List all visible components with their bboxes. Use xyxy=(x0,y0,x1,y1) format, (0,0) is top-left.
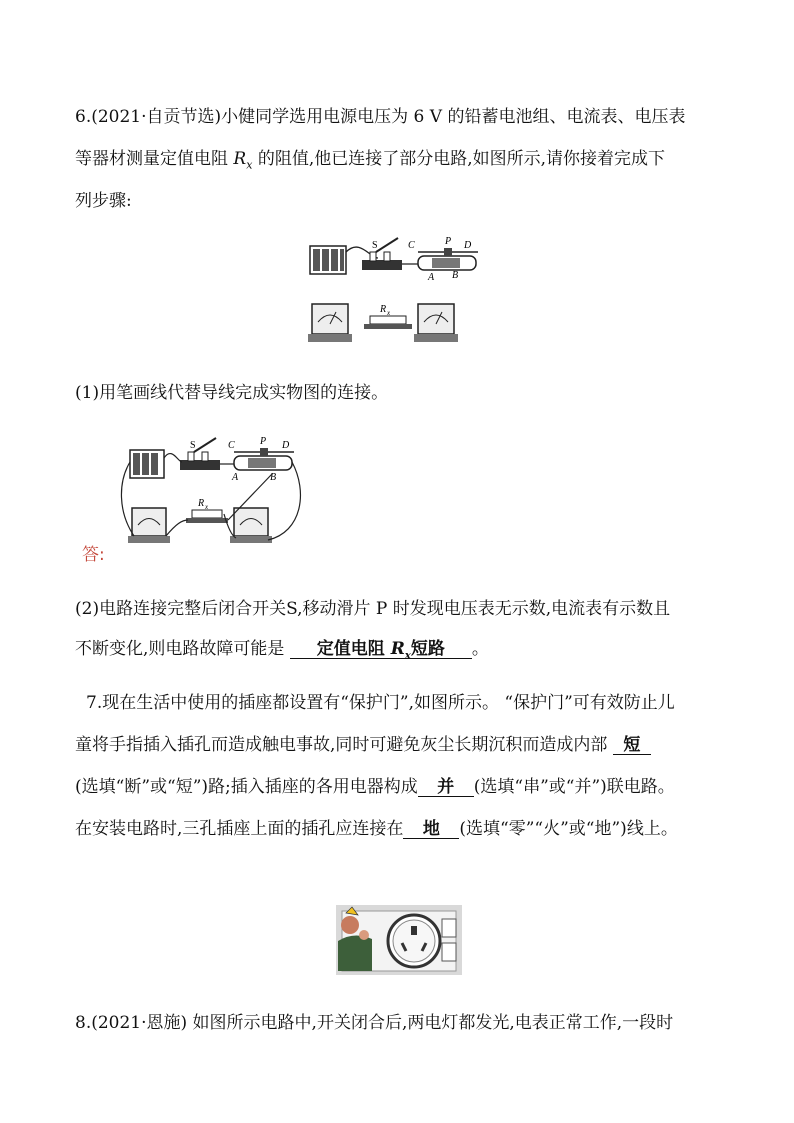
voltmeter-icon xyxy=(414,304,458,342)
voltmeter-icon xyxy=(230,508,272,543)
q7-answer1-blank xyxy=(613,734,651,755)
q6-intro-text-b: 的阻值,他已连接了部分电路,如图所示,请你接着完成下 xyxy=(252,149,666,169)
circuit-figure-unconnected xyxy=(300,228,490,350)
rx-figure-label: R xyxy=(198,498,205,509)
terminal-c-label: C xyxy=(228,440,235,451)
switch-label: S xyxy=(190,440,196,451)
q7-line3-text-a: (选填“断”或“短”)路;插入插座的各用电器构成 xyxy=(75,777,418,797)
battery-icon xyxy=(130,450,164,478)
q6-part2-line1 xyxy=(75,598,670,620)
q6-part2-line2 xyxy=(75,638,489,660)
q6-answer-var: R xyxy=(390,639,405,659)
q7-answer2-blank xyxy=(418,776,474,797)
circuit-figure-connected xyxy=(112,432,312,552)
q6-answer-sub: x xyxy=(404,650,411,662)
q6-answer-text-b: 短路 xyxy=(410,639,445,659)
resistor-rx-icon xyxy=(364,316,412,329)
rx-variable: R xyxy=(233,149,247,169)
q7-answer3: 地 xyxy=(422,819,440,839)
q6-part1: (1)用笔画线代替导线完成实物图的连接。 xyxy=(75,383,389,403)
q7-answer3-blank xyxy=(403,818,459,839)
rx-subscript: x xyxy=(246,158,253,172)
q7-line4-text-b: (选填“零”“火”或“地”)线上。 xyxy=(459,819,678,839)
q7-line4-text-a: 在安装电路时,三孔插座上面的插孔应连接在 xyxy=(75,819,404,839)
q6-part2-text: (2)电路连接完整后闭合开关S,移动滑片 P 时发现电压表无示数,电流表有示数且 xyxy=(75,599,671,619)
terminal-b-label: B xyxy=(452,270,459,281)
terminal-b-label: B xyxy=(270,472,277,483)
terminal-d-label: D xyxy=(282,440,290,451)
slider-p-label: P xyxy=(445,236,452,247)
q6-part2-prefix: 不断变化,则电路故障可能是 xyxy=(75,639,285,659)
q6-intro-line2 xyxy=(75,148,665,176)
switch-icon xyxy=(180,438,220,470)
battery-icon xyxy=(310,246,346,274)
q7-line3 xyxy=(75,776,675,798)
q7-line4 xyxy=(75,818,678,840)
q7-line2-text: 童将手指插入插孔而造成触电事故,同时可避免灰尘长期沉积而造成内部 xyxy=(75,735,608,755)
rheostat-icon xyxy=(418,248,478,270)
rx-figure-subscript: x xyxy=(205,503,209,511)
q6-intro-line1: 6.(2021·自贡节选)小健同学选用电源电压为 6 V 的铅蓄电池组、电流表、电压表 xyxy=(75,107,686,127)
socket-icon xyxy=(388,915,440,967)
terminal-a-label: A xyxy=(428,272,435,283)
q7-answer2: 并 xyxy=(437,777,455,797)
q6-answer-blank xyxy=(290,638,472,662)
q6-part2-end: 。 xyxy=(471,639,489,659)
terminal-c-label: C xyxy=(408,240,415,251)
resistor-rx-icon xyxy=(186,510,228,523)
terminal-d-label: D xyxy=(464,240,472,251)
q8-line1: 8.(2021·恩施) 如图所示电路中,开关闭合后,两电灯都发光,电表正常工作,一段时 xyxy=(75,1013,674,1033)
switch-icon xyxy=(362,238,402,270)
rheostat-icon xyxy=(234,448,294,470)
q7-answer1: 短 xyxy=(623,735,641,755)
q7-line3-text-b: (选填“串”或“并”)联电路。 xyxy=(473,777,675,797)
answer-label: 答: xyxy=(82,545,105,565)
ammeter-icon xyxy=(308,304,352,342)
terminal-a-label: A xyxy=(232,472,239,483)
q6-intro-text-a: 等器材测量定值电阻 xyxy=(75,149,234,169)
switch-label: S xyxy=(372,240,378,251)
rx-figure-label: R xyxy=(380,304,387,315)
rx-figure-subscript: x xyxy=(387,309,391,317)
q6-intro-line3: 列步骤: xyxy=(75,191,132,211)
slider-p-label: P xyxy=(260,436,267,447)
q7-line1: 7.现在生活中使用的插座都设置有“保护门”,如图所示。 “保护门”可有效防止儿 xyxy=(86,693,675,713)
socket-figure xyxy=(336,905,462,975)
q7-line2 xyxy=(75,734,651,756)
ammeter-icon xyxy=(128,508,170,543)
q6-answer-text-a: 定值电阻 xyxy=(316,639,391,659)
